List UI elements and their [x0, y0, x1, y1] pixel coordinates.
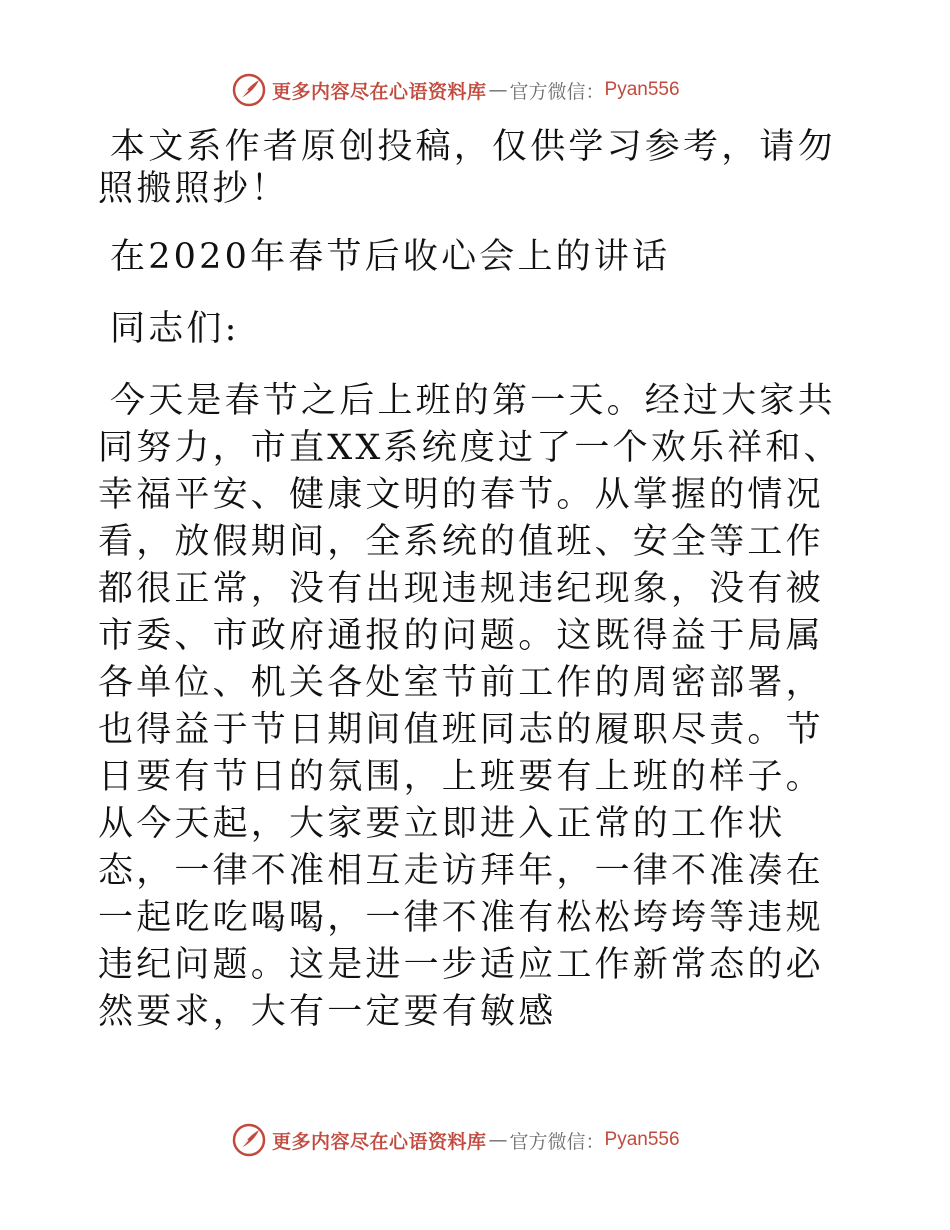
- wechat-label: 官方微信：: [509, 1130, 605, 1153]
- quill-pen-logo-icon: [232, 1123, 266, 1157]
- wechat-id: Pyan556: [604, 1129, 680, 1150]
- document-body: [98, 126, 858, 1036]
- banner-separator: —: [488, 1129, 508, 1151]
- speech-title: 在2020年春节后收心会上的讲话: [110, 237, 671, 277]
- wechat-label: 官方微信：: [509, 80, 605, 103]
- header-banner: [232, 70, 680, 110]
- footer-banner: [232, 1120, 680, 1160]
- salutation: 同志们:: [110, 309, 240, 349]
- quill-pen-logo-icon: [232, 73, 266, 107]
- site-name: 更多内容尽在心语资料库: [272, 80, 487, 103]
- body-paragraph: 今天是春节之后上班的第一天。经过大家共同努力，市直XX系统度过了一个欢乐祥和、幸福平安、健康文明的春节。从掌握的情况看，放假期间，全系统的值班、安全等工作都很正常，没有出现违规违纪现象，没有被市委、市政府通报的问题。这既得益于局属各单位、机关各处室节前工作的周密部署，也得益于节日期间值班同志的履职尽责。节日要有节日的氛围，上班要有上班的样子。从今天起，大家要立即进入正常的工作状态，一律不准相互走访拜年，一律不准凑在一起吃吃喝喝，一律不准有松松垮垮等违规违纪问题。这是进一步适应工作新常态的必然要求，大有一定要有敏感: [98, 381, 842, 1032]
- wechat-id: Pyan556: [604, 79, 680, 100]
- copyright-notice: 本文系作者原创投稿，仅供学习参考，请勿照搬照抄！: [98, 127, 836, 209]
- banner-separator: —: [488, 79, 508, 101]
- site-name: 更多内容尽在心语资料库: [272, 1130, 487, 1153]
